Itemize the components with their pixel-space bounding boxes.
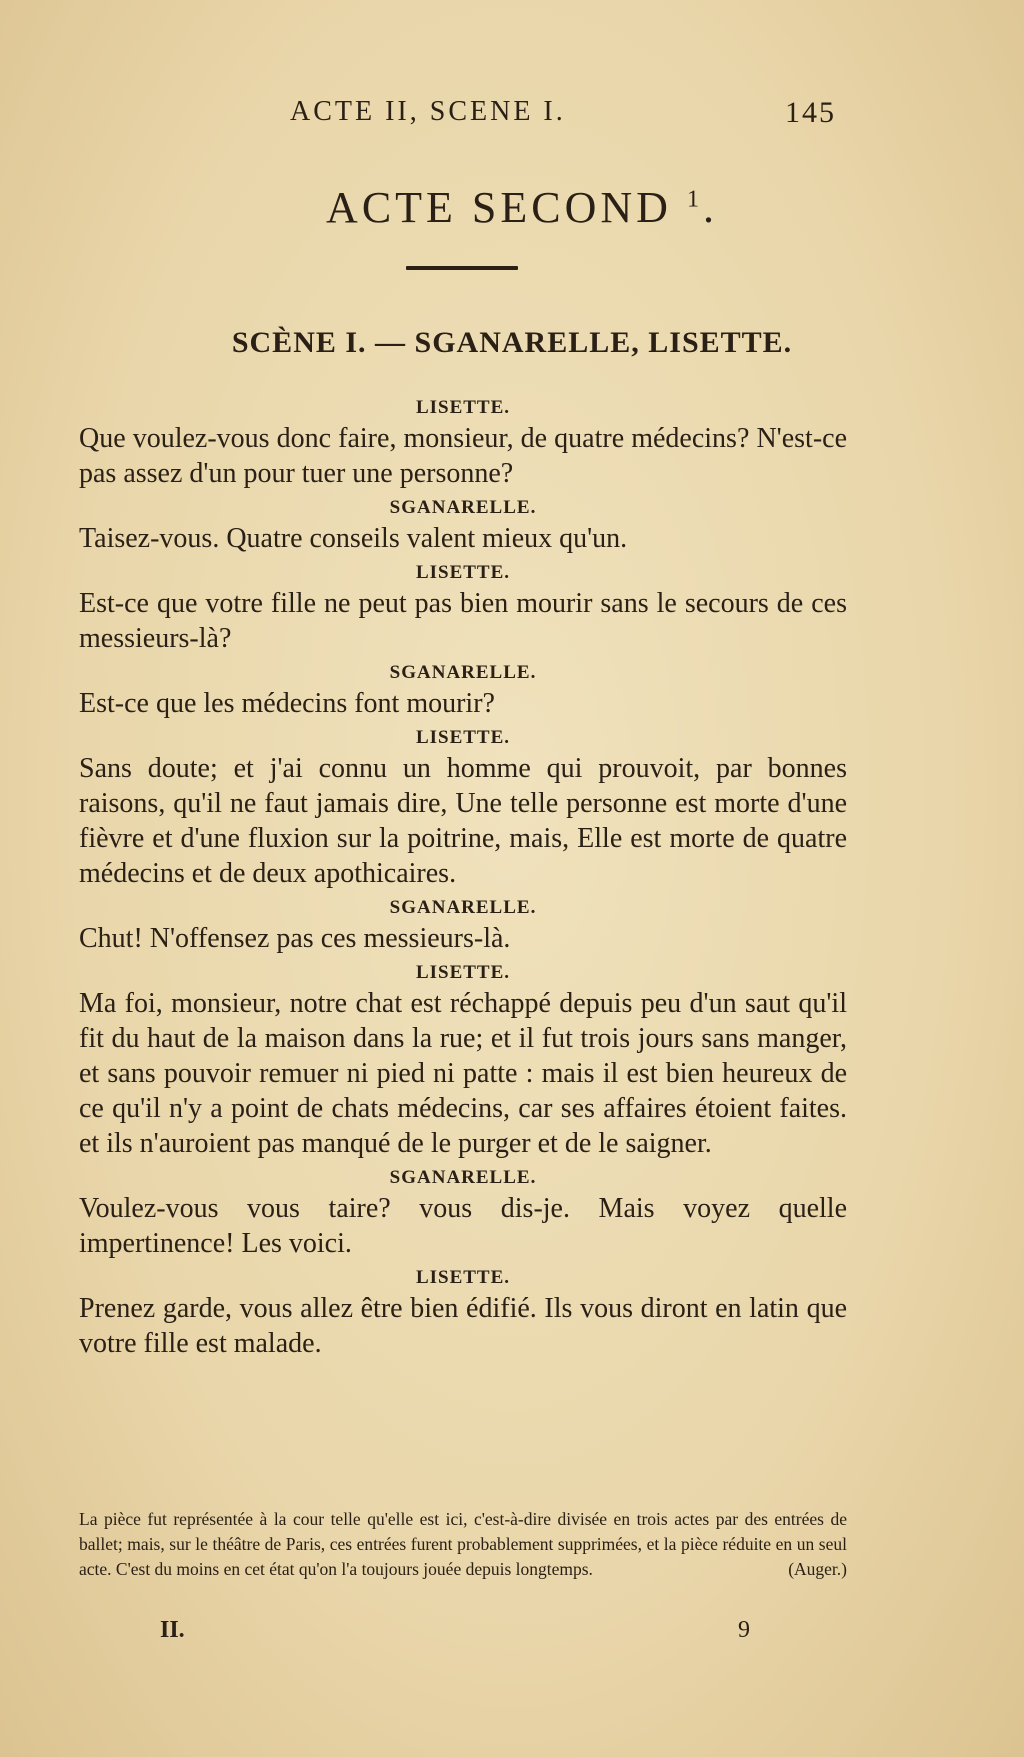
dialogue-turn xyxy=(79,1265,847,1361)
speech-text: Que voulez-vous donc faire, monsieur, de quatre médecins? N'est-ce pas assez d'un pour tuer une personne? xyxy=(79,423,847,489)
dialogue-body xyxy=(79,395,847,1365)
speaker-name: LISETTE. xyxy=(415,397,511,418)
speaker-name: SGANARELLE. xyxy=(389,1167,537,1188)
footnote xyxy=(79,1507,847,1582)
footnote-mark: 1 xyxy=(686,186,703,213)
dialogue-turn xyxy=(79,960,847,1161)
speech-text: Est-ce que votre fille ne peut pas bien mourir sans le secours de ces messieurs-là? xyxy=(79,588,847,654)
dialogue-turn xyxy=(79,1165,847,1261)
speaker-name: LISETTE. xyxy=(415,1267,511,1288)
speech-text: Taisez-vous. Quatre conseils valent mieux qu'un. xyxy=(79,523,628,554)
act-title xyxy=(0,182,1024,233)
title-rule xyxy=(406,266,518,270)
footnote-source: (Auger.) xyxy=(788,1559,847,1579)
dialogue-turn xyxy=(79,495,847,556)
speech-text: Chut! N'offensez pas ces messieurs-là. xyxy=(79,923,511,954)
act-title-end: . xyxy=(702,183,718,232)
speech-text: Est-ce que les médecins font mourir? xyxy=(79,688,495,719)
volume-mark: II. xyxy=(160,1617,185,1643)
signature-mark: 9 xyxy=(738,1617,750,1643)
speech-text: Prenez garde, vous allez être bien édifié. Ils vous diront en latin que votre fille est malade. xyxy=(79,1293,847,1359)
speaker-name: SGANARELLE. xyxy=(389,497,537,518)
act-title-text: ACTE SECOND xyxy=(326,183,672,232)
speech-text: Voulez-vous vous taire? vous dis-je. Mais voyez quelle impertinence! Les voici. xyxy=(79,1193,847,1259)
speech-text: Sans doute; et j'ai connu un homme qui prouvoit, par bonnes raisons, qu'il ne faut jamais dire, Une telle personne est morte d'une fièvre et d'une fluxion sur la poitrine, mais, Elle est morte de quatre médecins et de deux apothicaires. xyxy=(79,753,847,889)
dialogue-turn xyxy=(79,395,847,491)
dialogue-turn xyxy=(79,895,847,956)
dialogue-turn xyxy=(79,560,847,656)
speech-text: Ma foi, monsieur, notre chat est réchappé depuis peu d'un saut qu'il fit du haut de la maison dans la rue; et il fut trois jours sans manger, et sans pouvoir remuer ni pied ni patte : mais il est bien heureux de ce qu'il n'y a point de chats médecins, car ses affaires étoient faites. et ils n'auroient pas manqué de le purger et de le saigner. xyxy=(79,988,847,1159)
speaker-name: LISETTE. xyxy=(415,562,511,583)
speaker-name: LISETTE. xyxy=(415,727,511,748)
dialogue-turn xyxy=(79,725,847,891)
page-number: 145 xyxy=(785,96,836,129)
speaker-name: SGANARELLE. xyxy=(389,662,537,683)
dialogue-turn xyxy=(79,660,847,721)
speaker-name: LISETTE. xyxy=(415,962,511,983)
speaker-name: SGANARELLE. xyxy=(389,897,537,918)
running-head: ACTE II, SCENE I. xyxy=(290,96,566,127)
footnote-text: La pièce fut représentée à la cour telle qu'elle est ici, c'est-à-dire divisée en trois actes par des entrées de ballet; mais, sur le théâtre de Paris, ces entrées furent probablement supprimées, et la pièce réduite en un seul acte. C'est du moins en cet état qu'on l'a toujours jouée depuis longtemps. xyxy=(79,1509,847,1579)
scene-title: SCÈNE I. — SGANARELLE, LISETTE. xyxy=(231,326,793,359)
